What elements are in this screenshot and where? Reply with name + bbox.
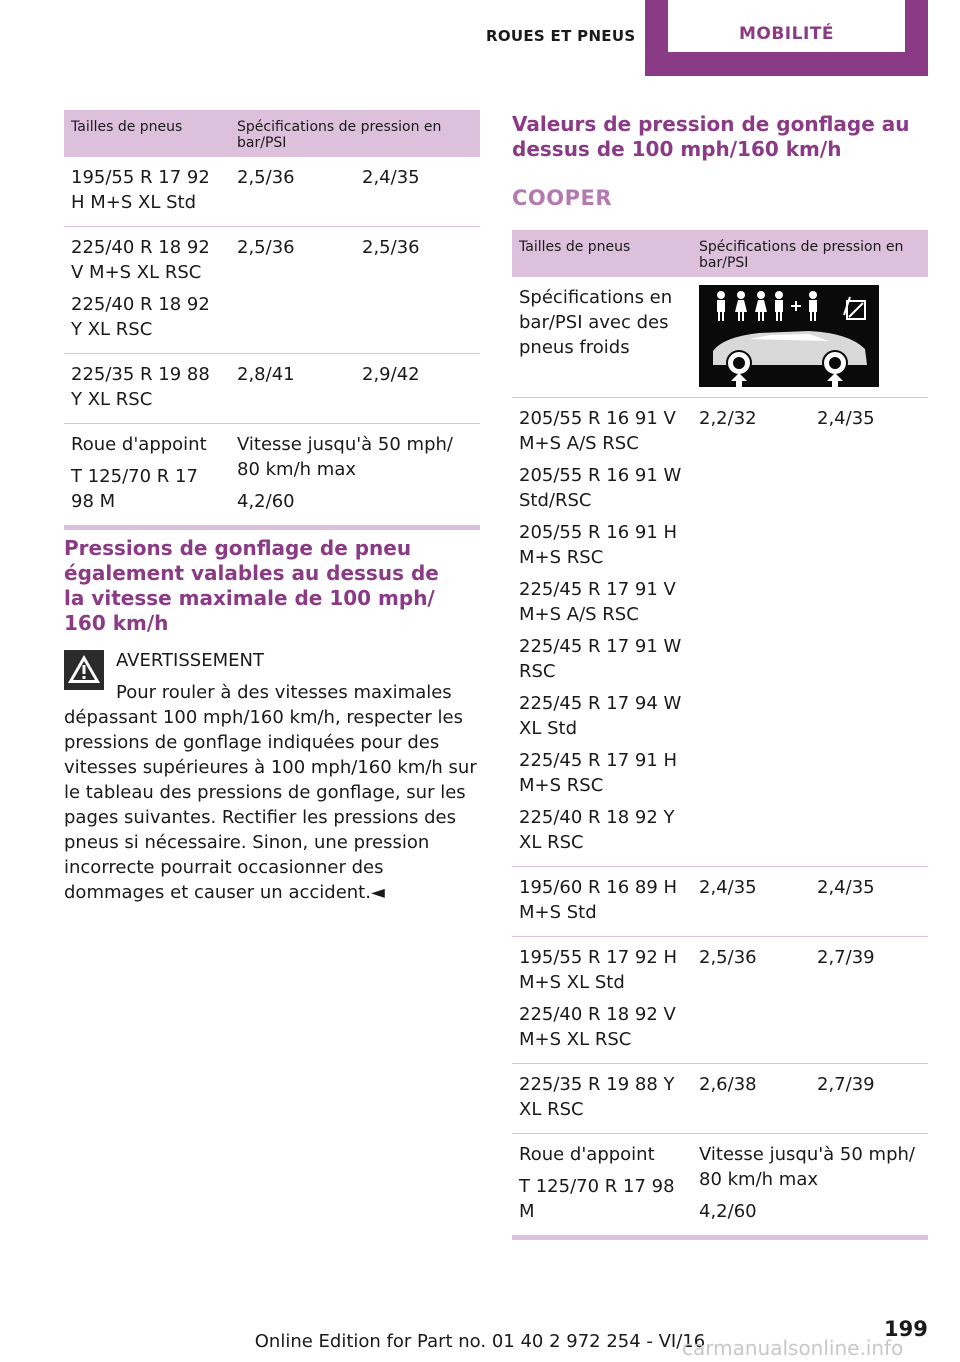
front-pressure: 2,2/32 <box>692 398 810 867</box>
chapter-tab <box>645 0 928 76</box>
warning-text: Pour rouler à des vitesses maximales dépassant 100 mph/160 km/h, respecter les pressions de gonflage indiquées pour des vitesses supérieures à 100 mph/160 km/h sur le tableau des pressions de gonflage, sur les pages suivantes. Rectifier les pressions des pneus si nécessaire. Sinon, une pression incorrecte pourrait occasionner des dommages et causer un accident.◄ <box>64 682 477 903</box>
intro-row <box>512 277 928 398</box>
spare-row <box>512 1134 928 1238</box>
front-pressure: 2,5/36 <box>230 157 355 227</box>
table-row <box>512 398 928 867</box>
spare-label: Roue d'appoint <box>71 434 207 455</box>
chapter-tab-label: MOBILITÉ <box>738 24 835 44</box>
intro-text: Spécifications en bar/PSI avec des pneus froids <box>512 277 692 398</box>
table-row <box>512 867 928 937</box>
spare-pressure: 4,2/60 <box>699 1201 757 1222</box>
spare-speed: Vitesse jusqu'à 50 mph/ 80 km/h max <box>699 1144 915 1190</box>
table-row <box>512 937 928 1064</box>
tire-size: 225/40 R 18 92 Y XL RSC <box>71 294 210 340</box>
spare-label: Roue d'appoint <box>519 1144 655 1165</box>
tire-size: 195/55 R 17 92 H M+S XL Std <box>71 167 210 213</box>
front-pressure: 2,4/35 <box>692 867 810 937</box>
tire-size: 195/55 R 17 92 H M+S XL Std <box>519 947 678 993</box>
table-row <box>64 354 480 424</box>
edition-footer: Online Edition for Part no. 01 40 2 972 254 - VI/16 <box>254 1331 706 1352</box>
tire-size: 225/40 R 18 92 V M+S XL RSC <box>71 237 210 283</box>
warning-title: AVERTISSEMENT <box>116 650 264 671</box>
tire-size: 225/35 R 19 88 Y XL RSC <box>71 364 210 410</box>
col-pressure-spec: Spécifications de pression en bar/PSI <box>230 110 480 157</box>
left-pressure-table <box>64 110 480 530</box>
tire-size: 225/45 R 17 91 H M+S RSC <box>519 750 678 796</box>
watermark: carmanualsonline.info <box>682 1336 904 1360</box>
col-tire-sizes: Tailles de pneus <box>64 110 230 157</box>
front-pressure: 2,5/36 <box>230 227 355 354</box>
tire-size: 205/55 R 16 91 W Std/RSC <box>519 465 682 511</box>
tire-size: 225/45 R 17 94 W XL Std <box>519 693 682 739</box>
table-row <box>64 227 480 354</box>
col-pressure-spec: Spécifications de pression en bar/PSI <box>692 230 928 277</box>
right-heading: Valeurs de pression de gonflage au dessus de 100 mph/160 km/h <box>512 112 910 161</box>
rear-pressure: 2,9/42 <box>355 354 480 424</box>
table-row <box>512 1064 928 1134</box>
spare-pressure: 4,2/60 <box>237 491 295 512</box>
rear-pressure: 2,4/35 <box>810 398 928 867</box>
section-title: ROUES ET PNEUS <box>486 27 636 45</box>
tire-size: 225/40 R 18 92 Y XL RSC <box>519 807 675 853</box>
right-pressure-table <box>512 230 928 1240</box>
rear-pressure: 2,4/35 <box>810 867 928 937</box>
tire-size: 225/40 R 18 92 V M+S XL RSC <box>519 1004 676 1050</box>
rear-pressure: 2,4/35 <box>355 157 480 227</box>
spare-row <box>64 424 480 528</box>
tire-size: 225/45 R 17 91 V M+S A/S RSC <box>519 579 676 625</box>
tire-size: 205/55 R 16 91 H M+S RSC <box>519 522 678 568</box>
tire-size: 195/60 R 16 89 H M+S Std <box>519 877 678 923</box>
tire-size: 225/45 R 17 91 W RSC <box>519 636 682 682</box>
table-row <box>64 157 480 227</box>
col-tire-sizes: Tailles de pneus <box>512 230 692 277</box>
left-heading: Pressions de gonflage de pneu également valables au dessus de la vitesse maximale de 100 mph/ 160 km/h <box>64 536 439 635</box>
front-pressure: 2,6/38 <box>692 1064 810 1134</box>
load-diagram-image <box>699 285 879 387</box>
spare-size: T 125/70 R 17 98 M <box>519 1176 675 1222</box>
tire-size: 225/35 R 19 88 Y XL RSC <box>519 1074 675 1120</box>
page-number: 199 <box>884 1317 928 1341</box>
spare-size: T 125/70 R 17 98 M <box>71 466 198 512</box>
rear-pressure: 2,5/36 <box>355 227 480 354</box>
rear-pressure: 2,7/39 <box>810 1064 928 1134</box>
rear-pressure: 2,7/39 <box>810 937 928 1064</box>
spare-speed: Vitesse jusqu'à 50 mph/ 80 km/h max <box>237 434 453 480</box>
tire-size: 205/55 R 16 91 V M+S A/S RSC <box>519 408 676 454</box>
front-pressure: 2,5/36 <box>692 937 810 1064</box>
front-pressure: 2,8/41 <box>230 354 355 424</box>
model-name: COOPER <box>512 186 613 210</box>
